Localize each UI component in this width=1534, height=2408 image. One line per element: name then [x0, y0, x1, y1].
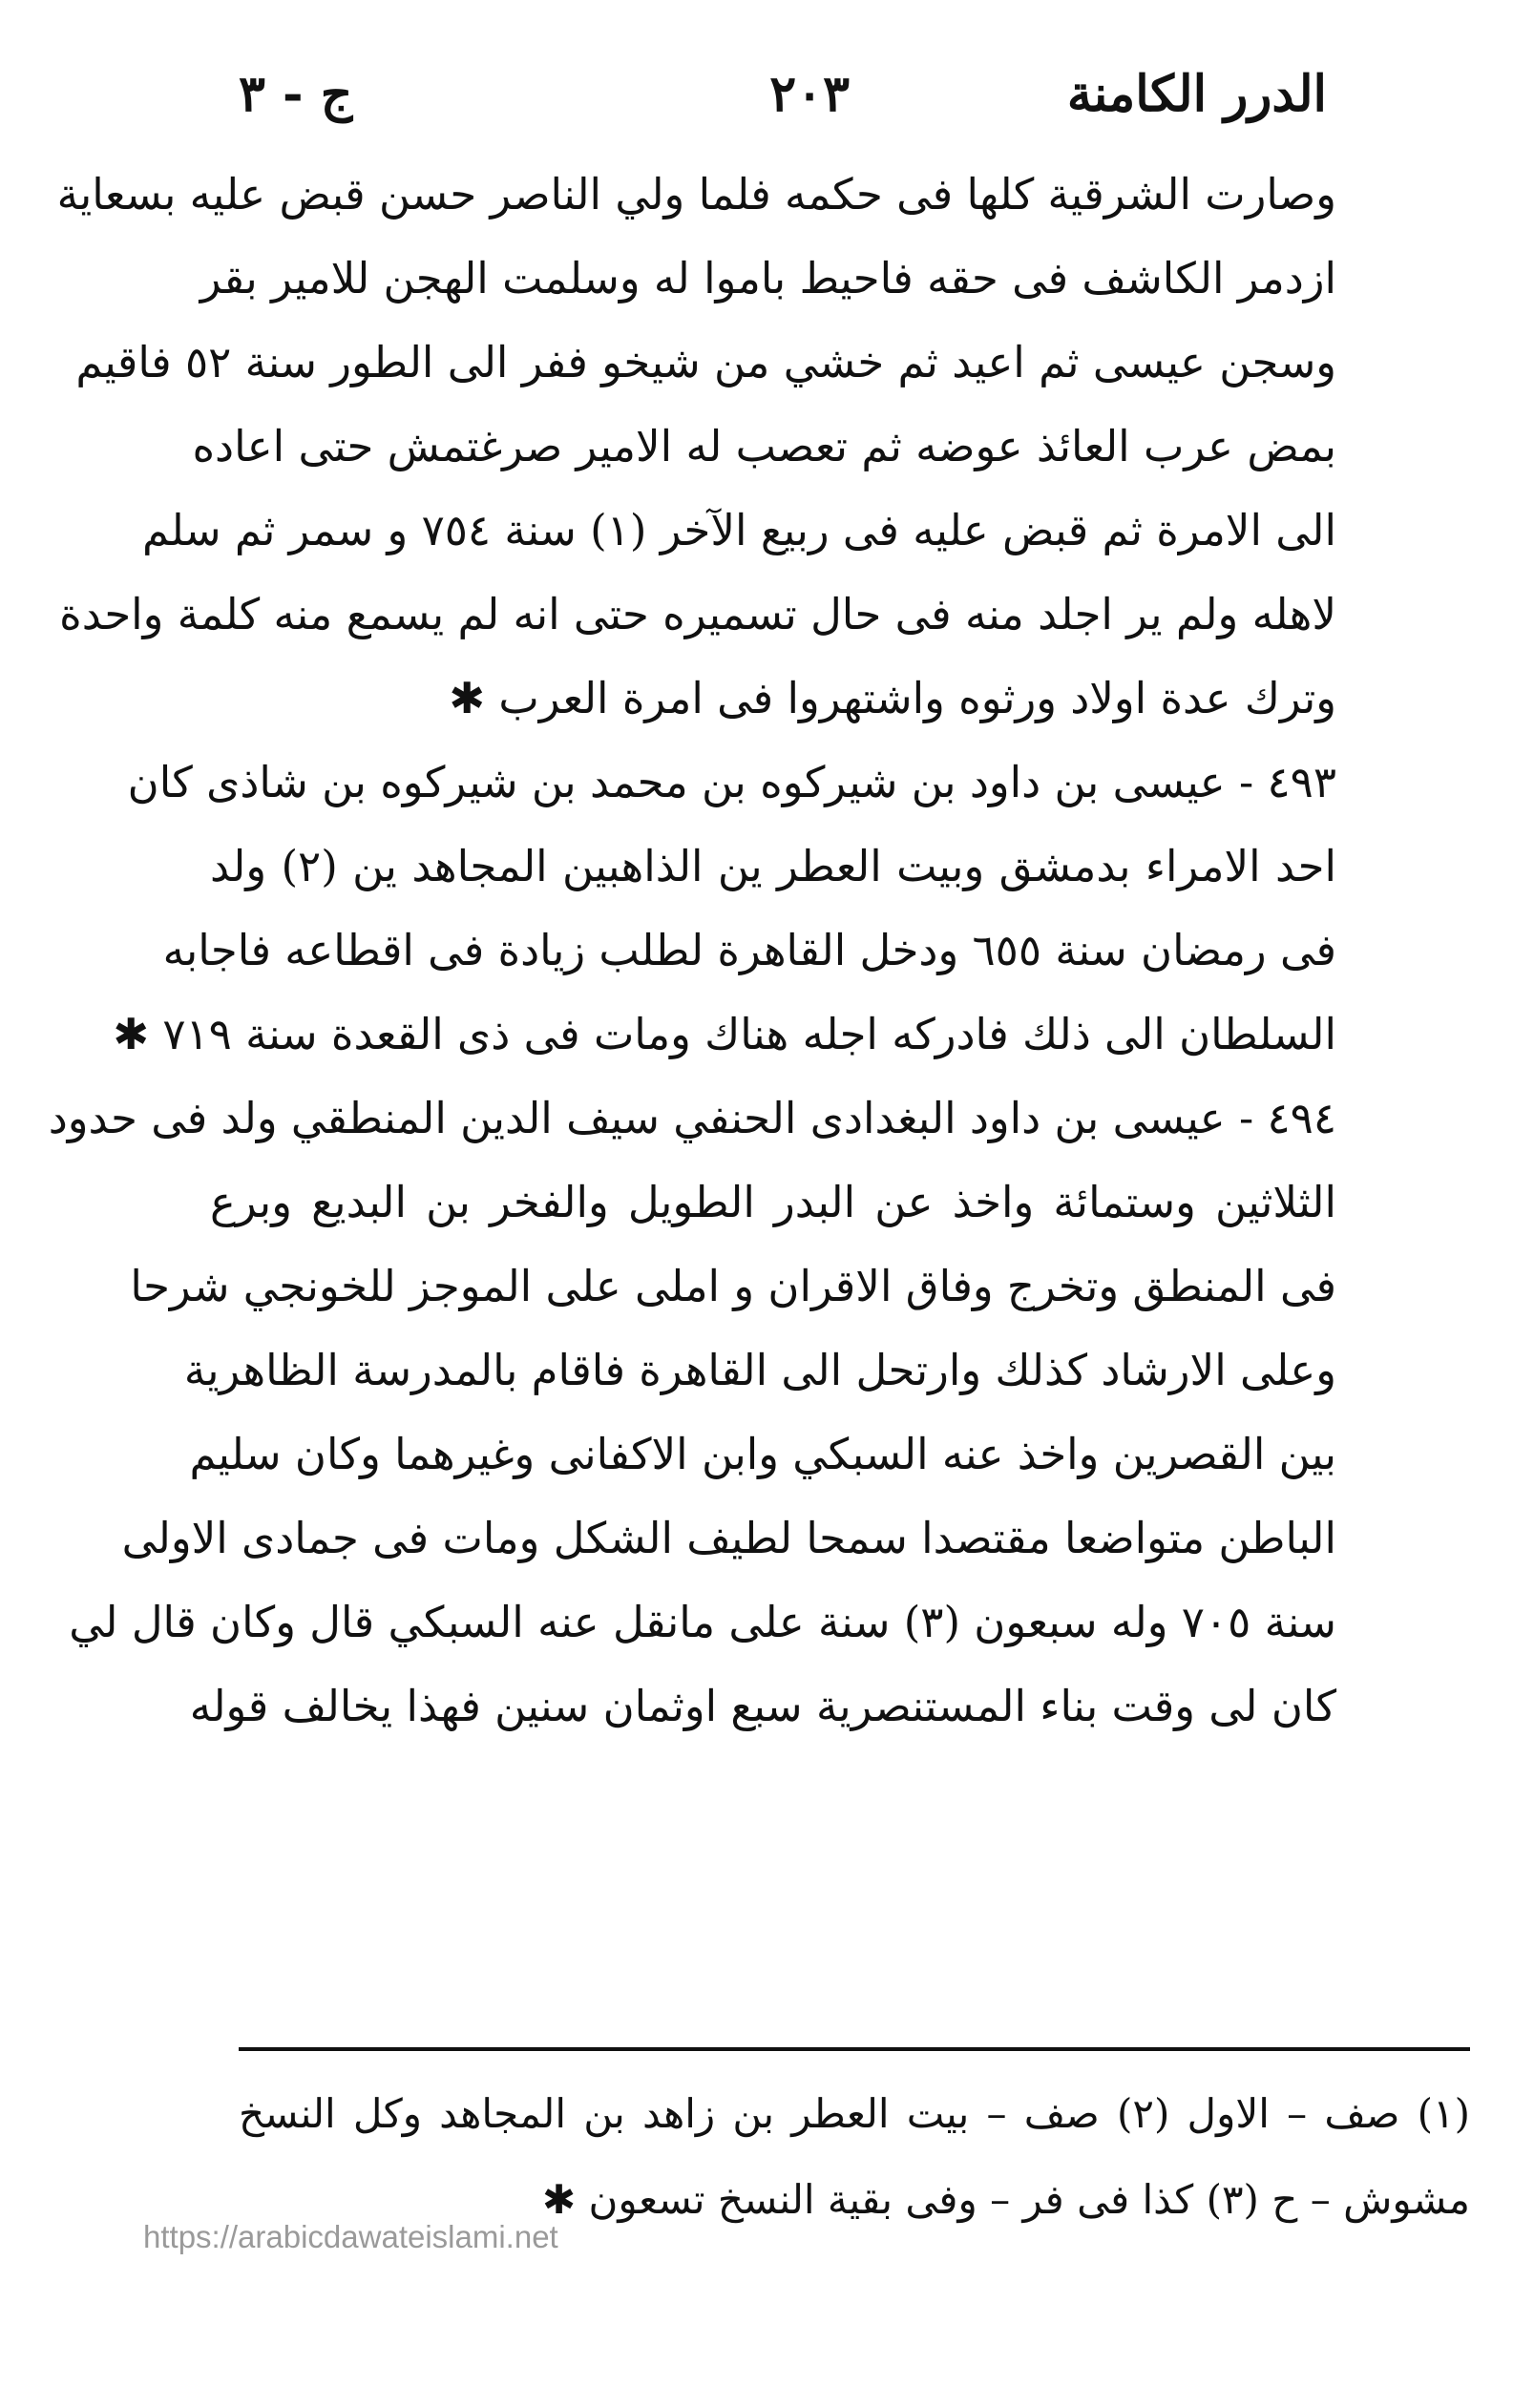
text-line: الى الامرة ثم قبض عليه فى ربيع الآخر (١) سنة ٧٥٤ و سمر ثم سلم — [142, 505, 1336, 555]
running-title: الدرر الكامنة — [1066, 65, 1327, 123]
text-line: الثلاثين وستمائة واخذ عن البدر الطويل والفخر بن البديع وبرع — [210, 1177, 1336, 1227]
footnotes — [239, 2071, 1470, 2243]
text-line: وصارت الشرقية كلها فى حكمه فلما ولي الناصر حسن قبض عليه بسعاية — [56, 169, 1336, 220]
entry-493-start: ٤٩٣ - عيسى بن داود بن شيركوه بن محمد بن شيركوه بن شاذى كان — [127, 757, 1336, 807]
footnote-line: (١) صف – الاول (٢) صف – بيت العطر بن زاهد بن المجاهد وكل النسخ — [239, 2090, 1470, 2137]
text-line: احد الامراء بدمشق وبيت العطر ين الذاهبين المجاهد ين (٢) ولد — [210, 841, 1336, 891]
entry-494-start: ٤٩٤ - عيسى بن داود البغدادى الحنفي سيف الدين المنطقي ولد فى حدود — [48, 1093, 1336, 1143]
page-number: ٢٠٣ — [769, 65, 850, 123]
watermark-url: https://arabicdawateislami.net — [143, 2219, 558, 2254]
text-line: بين القصرين واخذ عنه السبكي وابن الاكفانى وغيرهما وكان سليم — [189, 1429, 1336, 1479]
text-line: وترك عدة اولاد ورثوه واشتهروا فى امرة العرب ✱ — [449, 673, 1336, 723]
text-line: فى رمضان سنة ٦٥٥ ودخل القاهرة لطلب زيادة فى اقطاعه فاجابه — [162, 925, 1336, 975]
footnote-line: مشوش – ح (٣) كذا فى فر – وفى بقية النسخ تسعون ✱ — [542, 2176, 1470, 2223]
body-text — [48, 153, 1336, 1748]
text-line: لاهله ولم ير اجلد منه فى حال تسميره حتى انه لم يسمع منه كلمة واحدة — [59, 589, 1336, 639]
text-line: السلطان الى ذلك فادركه اجله هناك ومات فى ذى القعدة سنة ٧١٩ ✱ — [113, 1009, 1336, 1059]
footnote-divider — [239, 2047, 1470, 2051]
text-line: ازدمر الكاشف فى حقه فاحيط باموا له وسلمت الهجن للامير بقر — [200, 253, 1336, 304]
text-line: كان لى وقت بناء المستنصرية سبع اوثمان سنين فهذا يخالف قوله — [189, 1681, 1336, 1731]
text-line: الباطن متواضعا مقتصدا سمحا لطيف الشكل ومات فى جمادى الاولى — [121, 1513, 1336, 1563]
volume-label: ج - ٣ — [239, 65, 353, 123]
text-line: فى المنطق وتخرج وفاق الاقران و املى على الموجز للخونجي شرحا — [130, 1261, 1336, 1311]
text-line: وعلى الارشاد كذلك وارتحل الى القاهرة فاقام بالمدرسة الظاهرية — [183, 1345, 1336, 1395]
text-line: سنة ٧٠٥ وله سبعون (٣) سنة على مانقل عنه السبكي قال وكان قال لي — [69, 1597, 1336, 1647]
text-line: وسجن عيسى ثم اعيد ثم خشي من شيخو ففر الى الطور سنة ٥٢ فاقيم — [75, 337, 1336, 387]
text-line: بمض عرب العائذ عوضه ثم تعصب له الامير صرغتمش حتى اعاده — [192, 421, 1336, 471]
page-header — [239, 65, 1327, 141]
